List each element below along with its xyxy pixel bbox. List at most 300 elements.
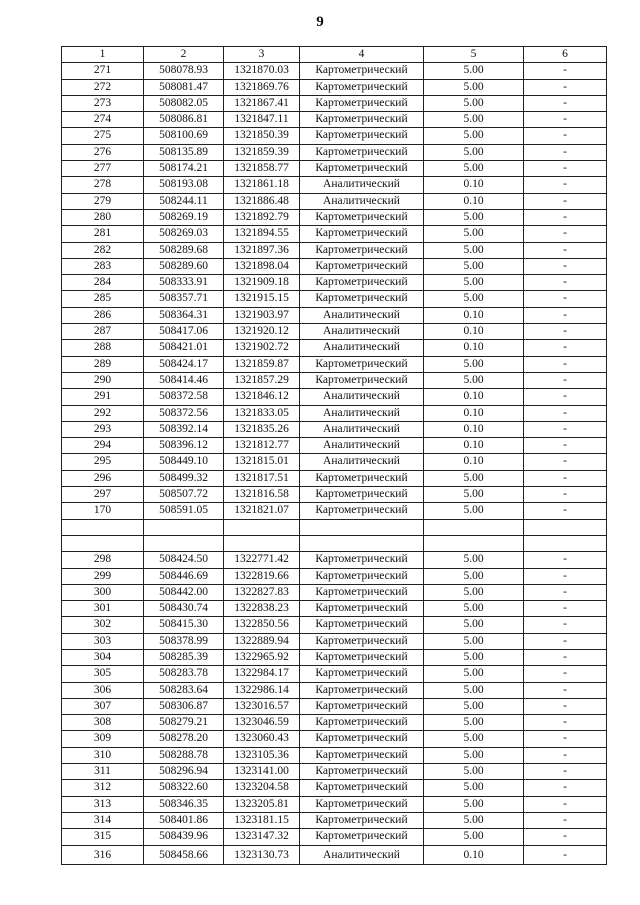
- column-header: 4: [300, 47, 424, 63]
- point-number-cell: 308: [62, 715, 144, 731]
- x-coordinate-cell: 508417.06: [144, 324, 224, 340]
- method-cell: Картометрический: [300, 128, 424, 144]
- method-cell: Аналитический: [300, 438, 424, 454]
- point-number-cell: 170: [62, 503, 144, 519]
- note-cell: -: [524, 63, 607, 79]
- method-cell: Картометрический: [300, 79, 424, 95]
- note-cell: -: [524, 405, 607, 421]
- separator-row: [62, 535, 607, 551]
- point-number-cell: 292: [62, 405, 144, 421]
- accuracy-cell: 5.00: [424, 470, 524, 486]
- y-coordinate-cell: 1323205.81: [224, 796, 300, 812]
- note-cell: -: [524, 291, 607, 307]
- x-coordinate-cell: 508458.66: [144, 845, 224, 864]
- table-row: [62, 845, 607, 864]
- y-coordinate-cell: 1321857.29: [224, 372, 300, 388]
- method-cell: Картометрический: [300, 601, 424, 617]
- y-coordinate-cell: 1322838.23: [224, 601, 300, 617]
- accuracy-cell: 5.00: [424, 601, 524, 617]
- table-row: [62, 421, 607, 437]
- note-cell: -: [524, 454, 607, 470]
- table-row: [62, 682, 607, 698]
- y-coordinate-cell: 1321858.77: [224, 161, 300, 177]
- note-cell: -: [524, 95, 607, 111]
- note-cell: -: [524, 193, 607, 209]
- table-row: [62, 242, 607, 258]
- table-row: [62, 487, 607, 503]
- accuracy-cell: 5.00: [424, 666, 524, 682]
- table-row: [62, 63, 607, 79]
- x-coordinate-cell: 508288.78: [144, 747, 224, 763]
- accuracy-cell: [424, 535, 524, 551]
- table-row: [62, 731, 607, 747]
- x-coordinate-cell: 508289.68: [144, 242, 224, 258]
- y-coordinate-cell: 1321909.18: [224, 275, 300, 291]
- y-coordinate-cell: 1321859.39: [224, 144, 300, 160]
- accuracy-cell: 5.00: [424, 617, 524, 633]
- y-coordinate-cell: 1321833.05: [224, 405, 300, 421]
- accuracy-cell: 5.00: [424, 812, 524, 828]
- x-coordinate-cell: 508283.64: [144, 682, 224, 698]
- y-coordinate-cell: 1323046.59: [224, 715, 300, 731]
- note-cell: -: [524, 258, 607, 274]
- column-header: 5: [424, 47, 524, 63]
- accuracy-cell: 5.00: [424, 161, 524, 177]
- method-cell: Картометрический: [300, 829, 424, 845]
- accuracy-cell: 5.00: [424, 291, 524, 307]
- table-row: [62, 601, 607, 617]
- x-coordinate-cell: [144, 535, 224, 551]
- note-cell: -: [524, 438, 607, 454]
- point-number-cell: 302: [62, 617, 144, 633]
- x-coordinate-cell: 508424.17: [144, 356, 224, 372]
- accuracy-cell: 5.00: [424, 356, 524, 372]
- note-cell: -: [524, 209, 607, 225]
- accuracy-cell: 5.00: [424, 258, 524, 274]
- y-coordinate-cell: 1321835.26: [224, 421, 300, 437]
- note-cell: -: [524, 79, 607, 95]
- accuracy-cell: [424, 519, 524, 535]
- accuracy-cell: 5.00: [424, 242, 524, 258]
- y-coordinate-cell: 1321902.72: [224, 340, 300, 356]
- note-cell: -: [524, 682, 607, 698]
- method-cell: Картометрический: [300, 584, 424, 600]
- point-number-cell: 307: [62, 698, 144, 714]
- x-coordinate-cell: 508392.14: [144, 421, 224, 437]
- accuracy-cell: 5.00: [424, 63, 524, 79]
- note-cell: -: [524, 666, 607, 682]
- point-number-cell: 303: [62, 633, 144, 649]
- x-coordinate-cell: 508372.58: [144, 389, 224, 405]
- accuracy-cell: 5.00: [424, 584, 524, 600]
- method-cell: Картометрический: [300, 63, 424, 79]
- table-row: [62, 193, 607, 209]
- accuracy-cell: 5.00: [424, 79, 524, 95]
- point-number-cell: 310: [62, 747, 144, 763]
- y-coordinate-cell: 1321903.97: [224, 307, 300, 323]
- x-coordinate-cell: 508439.96: [144, 829, 224, 845]
- y-coordinate-cell: [224, 519, 300, 535]
- x-coordinate-cell: 508446.69: [144, 568, 224, 584]
- table-row: [62, 144, 607, 160]
- point-number-cell: 280: [62, 209, 144, 225]
- method-cell: Аналитический: [300, 454, 424, 470]
- table-row: [62, 79, 607, 95]
- accuracy-cell: 5.00: [424, 275, 524, 291]
- x-coordinate-cell: 508378.99: [144, 633, 224, 649]
- method-cell: Картометрический: [300, 633, 424, 649]
- y-coordinate-cell: 1321846.12: [224, 389, 300, 405]
- table-row: [62, 340, 607, 356]
- point-number-cell: 287: [62, 324, 144, 340]
- x-coordinate-cell: 508285.39: [144, 649, 224, 665]
- method-cell: Картометрический: [300, 209, 424, 225]
- note-cell: -: [524, 698, 607, 714]
- x-coordinate-cell: 508174.21: [144, 161, 224, 177]
- point-number-cell: [62, 519, 144, 535]
- point-number-cell: 289: [62, 356, 144, 372]
- x-coordinate-cell: 508364.31: [144, 307, 224, 323]
- y-coordinate-cell: 1321894.55: [224, 226, 300, 242]
- accuracy-cell: 0.10: [424, 405, 524, 421]
- note-cell: -: [524, 601, 607, 617]
- x-coordinate-cell: 508421.01: [144, 340, 224, 356]
- accuracy-cell: 5.00: [424, 552, 524, 568]
- table-row: [62, 568, 607, 584]
- y-coordinate-cell: 1322984.17: [224, 666, 300, 682]
- method-cell: Картометрический: [300, 258, 424, 274]
- method-cell: Аналитический: [300, 193, 424, 209]
- point-number-cell: 276: [62, 144, 144, 160]
- y-coordinate-cell: 1321897.36: [224, 242, 300, 258]
- point-number-cell: 300: [62, 584, 144, 600]
- y-coordinate-cell: 1321859.87: [224, 356, 300, 372]
- y-coordinate-cell: 1321915.15: [224, 291, 300, 307]
- accuracy-cell: 5.00: [424, 796, 524, 812]
- table-row: [62, 438, 607, 454]
- method-cell: Картометрический: [300, 568, 424, 584]
- accuracy-cell: 0.10: [424, 421, 524, 437]
- table-body: [62, 63, 607, 864]
- method-cell: Картометрический: [300, 649, 424, 665]
- y-coordinate-cell: 1323181.15: [224, 812, 300, 828]
- x-coordinate-cell: 508424.50: [144, 552, 224, 568]
- accuracy-cell: 0.10: [424, 438, 524, 454]
- table-row: [62, 405, 607, 421]
- x-coordinate-cell: 508244.11: [144, 193, 224, 209]
- method-cell: Картометрический: [300, 144, 424, 160]
- x-coordinate-cell: 508415.30: [144, 617, 224, 633]
- method-cell: Аналитический: [300, 324, 424, 340]
- table-row: [62, 829, 607, 845]
- x-coordinate-cell: 508278.20: [144, 731, 224, 747]
- x-coordinate-cell: 508449.10: [144, 454, 224, 470]
- point-number-cell: 313: [62, 796, 144, 812]
- accuracy-cell: 0.10: [424, 389, 524, 405]
- x-coordinate-cell: 508086.81: [144, 112, 224, 128]
- point-number-cell: 290: [62, 372, 144, 388]
- x-coordinate-cell: 508193.08: [144, 177, 224, 193]
- table-row: [62, 698, 607, 714]
- accuracy-cell: 5.00: [424, 568, 524, 584]
- coordinates-table: [61, 46, 607, 865]
- point-number-cell: 274: [62, 112, 144, 128]
- y-coordinate-cell: 1322850.56: [224, 617, 300, 633]
- x-coordinate-cell: 508430.74: [144, 601, 224, 617]
- point-number-cell: 278: [62, 177, 144, 193]
- column-header: 6: [524, 47, 607, 63]
- x-coordinate-cell: 508442.00: [144, 584, 224, 600]
- method-cell: Картометрический: [300, 796, 424, 812]
- table-row: [62, 324, 607, 340]
- y-coordinate-cell: 1321869.76: [224, 79, 300, 95]
- accuracy-cell: 5.00: [424, 780, 524, 796]
- table-row: [62, 177, 607, 193]
- y-coordinate-cell: 1321812.77: [224, 438, 300, 454]
- y-coordinate-cell: 1322819.66: [224, 568, 300, 584]
- table-row: [62, 715, 607, 731]
- x-coordinate-cell: 508081.47: [144, 79, 224, 95]
- accuracy-cell: 5.00: [424, 731, 524, 747]
- table-row: [62, 747, 607, 763]
- accuracy-cell: 5.00: [424, 503, 524, 519]
- y-coordinate-cell: 1323060.43: [224, 731, 300, 747]
- table-row: [62, 258, 607, 274]
- point-number-cell: 286: [62, 307, 144, 323]
- x-coordinate-cell: 508401.86: [144, 812, 224, 828]
- y-coordinate-cell: 1322771.42: [224, 552, 300, 568]
- note-cell: -: [524, 715, 607, 731]
- accuracy-cell: 0.10: [424, 193, 524, 209]
- method-cell: Аналитический: [300, 421, 424, 437]
- table-row: [62, 617, 607, 633]
- accuracy-cell: 5.00: [424, 715, 524, 731]
- method-cell: Картометрический: [300, 356, 424, 372]
- column-header: 2: [144, 47, 224, 63]
- x-coordinate-cell: 508283.78: [144, 666, 224, 682]
- point-number-cell: 283: [62, 258, 144, 274]
- x-coordinate-cell: 508507.72: [144, 487, 224, 503]
- accuracy-cell: 0.10: [424, 454, 524, 470]
- note-cell: -: [524, 568, 607, 584]
- note-cell: -: [524, 470, 607, 486]
- table-row: [62, 470, 607, 486]
- method-cell: Картометрический: [300, 812, 424, 828]
- method-cell: Картометрический: [300, 226, 424, 242]
- note-cell: [524, 535, 607, 551]
- table-row: [62, 454, 607, 470]
- x-coordinate-cell: 508357.71: [144, 291, 224, 307]
- note-cell: -: [524, 812, 607, 828]
- accuracy-cell: 5.00: [424, 128, 524, 144]
- point-number-cell: 271: [62, 63, 144, 79]
- note-cell: -: [524, 764, 607, 780]
- method-cell: [300, 519, 424, 535]
- method-cell: Картометрический: [300, 780, 424, 796]
- y-coordinate-cell: 1323141.00: [224, 764, 300, 780]
- method-cell: Картометрический: [300, 161, 424, 177]
- note-cell: -: [524, 747, 607, 763]
- x-coordinate-cell: 508499.32: [144, 470, 224, 486]
- table-row: [62, 552, 607, 568]
- method-cell: Аналитический: [300, 340, 424, 356]
- accuracy-cell: 0.10: [424, 324, 524, 340]
- point-number-cell: 305: [62, 666, 144, 682]
- x-coordinate-cell: 508396.12: [144, 438, 224, 454]
- table-row: [62, 584, 607, 600]
- note-cell: -: [524, 307, 607, 323]
- x-coordinate-cell: 508591.05: [144, 503, 224, 519]
- header-row: [62, 47, 607, 63]
- point-number-cell: 304: [62, 649, 144, 665]
- y-coordinate-cell: 1323105.36: [224, 747, 300, 763]
- separator-row: [62, 519, 607, 535]
- column-header: 3: [224, 47, 300, 63]
- page-number: 9: [316, 14, 324, 30]
- note-cell: -: [524, 796, 607, 812]
- point-number-cell: 314: [62, 812, 144, 828]
- method-cell: Картометрический: [300, 487, 424, 503]
- x-coordinate-cell: [144, 519, 224, 535]
- x-coordinate-cell: 508289.60: [144, 258, 224, 274]
- y-coordinate-cell: 1322889.94: [224, 633, 300, 649]
- point-number-cell: 298: [62, 552, 144, 568]
- y-coordinate-cell: 1321886.48: [224, 193, 300, 209]
- note-cell: -: [524, 389, 607, 405]
- note-cell: -: [524, 177, 607, 193]
- accuracy-cell: 5.00: [424, 682, 524, 698]
- point-number-cell: 295: [62, 454, 144, 470]
- note-cell: [524, 519, 607, 535]
- table-row: [62, 291, 607, 307]
- x-coordinate-cell: 508346.35: [144, 796, 224, 812]
- point-number-cell: 294: [62, 438, 144, 454]
- y-coordinate-cell: 1321847.11: [224, 112, 300, 128]
- point-number-cell: 306: [62, 682, 144, 698]
- note-cell: -: [524, 780, 607, 796]
- point-number-cell: 309: [62, 731, 144, 747]
- method-cell: Картометрический: [300, 470, 424, 486]
- y-coordinate-cell: 1322827.83: [224, 584, 300, 600]
- method-cell: Картометрический: [300, 275, 424, 291]
- method-cell: Картометрический: [300, 242, 424, 258]
- note-cell: -: [524, 144, 607, 160]
- method-cell: Картометрический: [300, 764, 424, 780]
- x-coordinate-cell: 508322.60: [144, 780, 224, 796]
- table-row: [62, 389, 607, 405]
- table-row: [62, 128, 607, 144]
- method-cell: Аналитический: [300, 307, 424, 323]
- column-header: 1: [62, 47, 144, 63]
- accuracy-cell: 5.00: [424, 829, 524, 845]
- note-cell: -: [524, 503, 607, 519]
- method-cell: Картометрический: [300, 372, 424, 388]
- y-coordinate-cell: 1321816.58: [224, 487, 300, 503]
- y-coordinate-cell: 1321867.41: [224, 95, 300, 111]
- accuracy-cell: 0.10: [424, 177, 524, 193]
- method-cell: Аналитический: [300, 845, 424, 864]
- method-cell: Картометрический: [300, 698, 424, 714]
- point-number-cell: 293: [62, 421, 144, 437]
- accuracy-cell: 5.00: [424, 487, 524, 503]
- note-cell: -: [524, 112, 607, 128]
- point-number-cell: 273: [62, 95, 144, 111]
- note-cell: -: [524, 617, 607, 633]
- table-row: [62, 307, 607, 323]
- point-number-cell: 312: [62, 780, 144, 796]
- note-cell: -: [524, 649, 607, 665]
- method-cell: Картометрический: [300, 552, 424, 568]
- method-cell: Картометрический: [300, 682, 424, 698]
- table-row: [62, 275, 607, 291]
- point-number-cell: [62, 535, 144, 551]
- point-number-cell: 277: [62, 161, 144, 177]
- y-coordinate-cell: 1322965.92: [224, 649, 300, 665]
- table-row: [62, 209, 607, 225]
- point-number-cell: 297: [62, 487, 144, 503]
- point-number-cell: 282: [62, 242, 144, 258]
- accuracy-cell: 5.00: [424, 95, 524, 111]
- note-cell: -: [524, 340, 607, 356]
- method-cell: Картометрический: [300, 95, 424, 111]
- method-cell: Картометрический: [300, 503, 424, 519]
- y-coordinate-cell: 1321817.51: [224, 470, 300, 486]
- table-row: [62, 764, 607, 780]
- method-cell: Картометрический: [300, 617, 424, 633]
- note-cell: -: [524, 128, 607, 144]
- y-coordinate-cell: 1321870.03: [224, 63, 300, 79]
- accuracy-cell: 5.00: [424, 226, 524, 242]
- x-coordinate-cell: 508279.21: [144, 715, 224, 731]
- x-coordinate-cell: 508372.56: [144, 405, 224, 421]
- x-coordinate-cell: 508296.94: [144, 764, 224, 780]
- x-coordinate-cell: 508306.87: [144, 698, 224, 714]
- x-coordinate-cell: 508269.19: [144, 209, 224, 225]
- point-number-cell: 279: [62, 193, 144, 209]
- method-cell: Картометрический: [300, 731, 424, 747]
- table-row: [62, 796, 607, 812]
- point-number-cell: 281: [62, 226, 144, 242]
- x-coordinate-cell: 508414.46: [144, 372, 224, 388]
- x-coordinate-cell: 508333.91: [144, 275, 224, 291]
- table-row: [62, 356, 607, 372]
- x-coordinate-cell: 508100.69: [144, 128, 224, 144]
- y-coordinate-cell: 1321898.04: [224, 258, 300, 274]
- note-cell: -: [524, 324, 607, 340]
- note-cell: -: [524, 829, 607, 845]
- y-coordinate-cell: 1321821.07: [224, 503, 300, 519]
- method-cell: Картометрический: [300, 291, 424, 307]
- accuracy-cell: 5.00: [424, 633, 524, 649]
- y-coordinate-cell: 1322986.14: [224, 682, 300, 698]
- y-coordinate-cell: 1323016.57: [224, 698, 300, 714]
- method-cell: Картометрический: [300, 747, 424, 763]
- point-number-cell: 291: [62, 389, 144, 405]
- point-number-cell: 311: [62, 764, 144, 780]
- point-number-cell: 299: [62, 568, 144, 584]
- y-coordinate-cell: 1323204.58: [224, 780, 300, 796]
- note-cell: -: [524, 242, 607, 258]
- table-row: [62, 780, 607, 796]
- note-cell: -: [524, 845, 607, 864]
- table-row: [62, 95, 607, 111]
- table-row: [62, 633, 607, 649]
- method-cell: Аналитический: [300, 389, 424, 405]
- table-row: [62, 812, 607, 828]
- y-coordinate-cell: 1323147.32: [224, 829, 300, 845]
- y-coordinate-cell: [224, 535, 300, 551]
- accuracy-cell: 5.00: [424, 112, 524, 128]
